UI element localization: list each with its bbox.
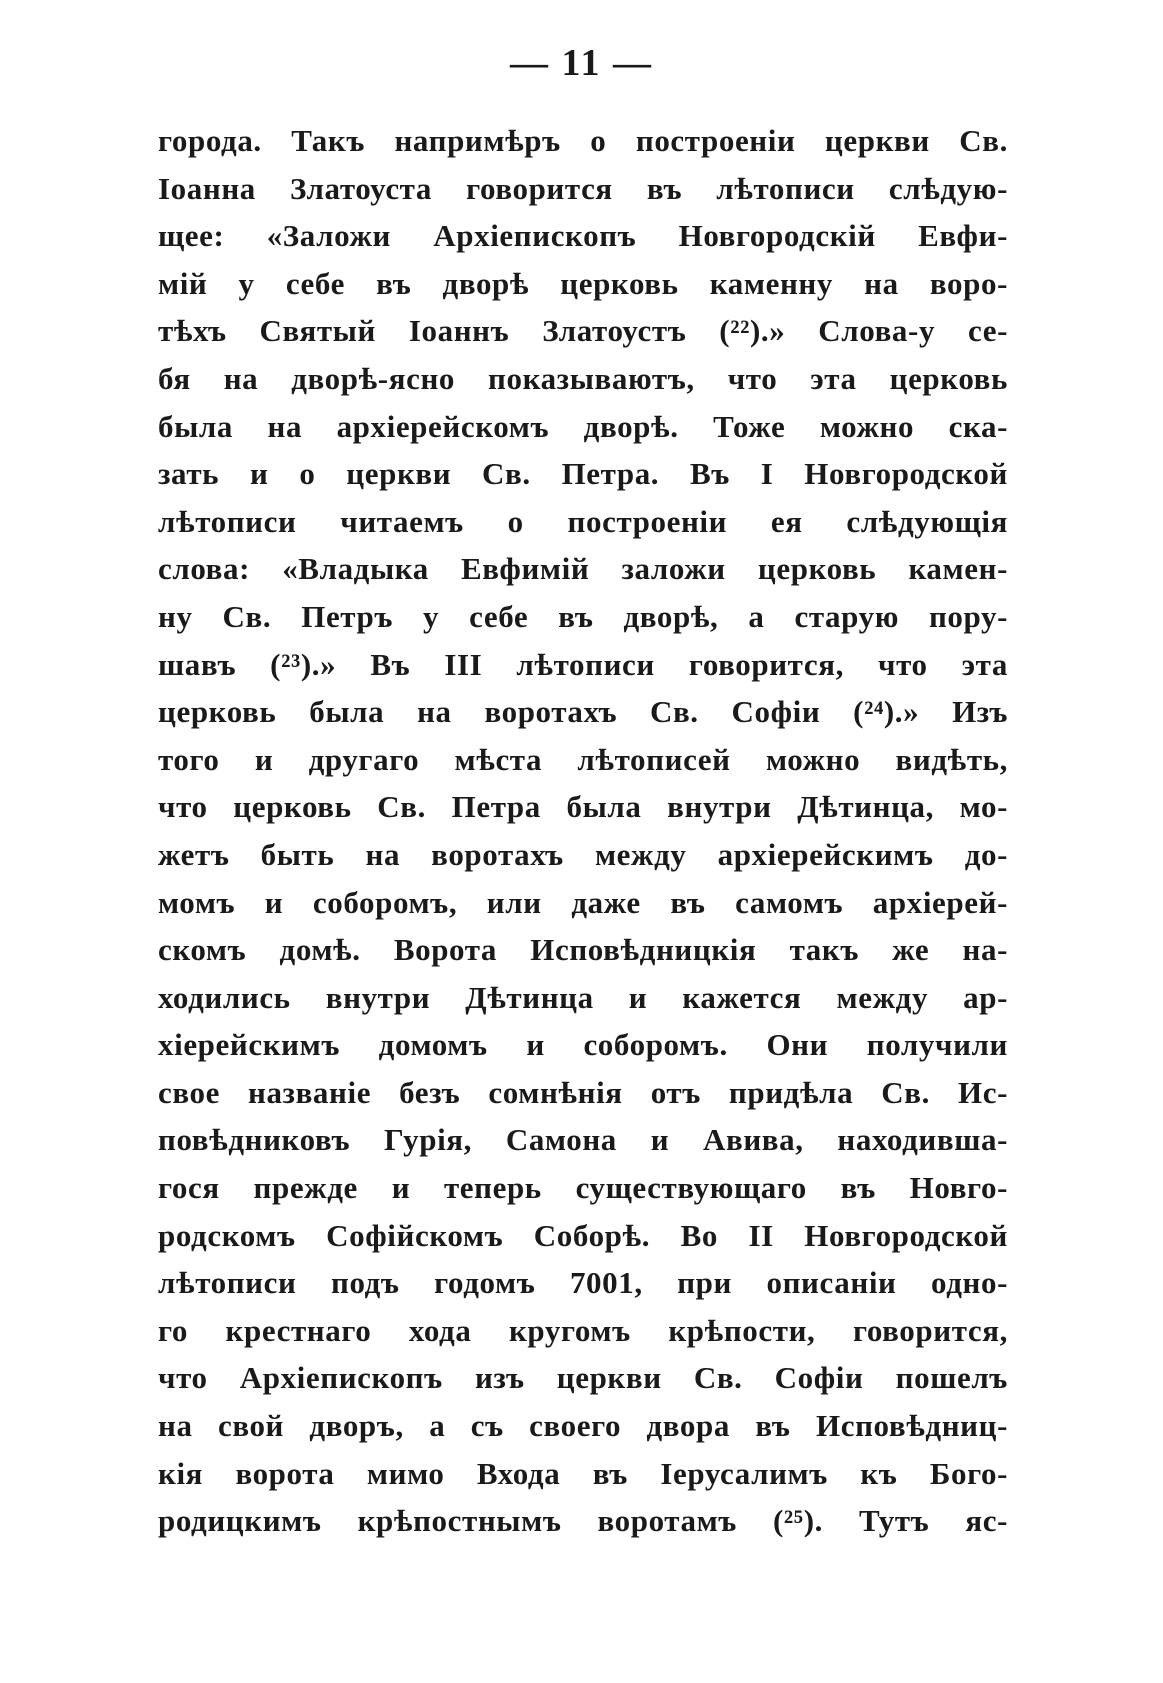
text-line: ходились внутри Дѣтинца и кажется между ар- [158,979,1008,1015]
text-line: зать и о церкви Св. Петра. Въ I Новгородской [158,456,1008,492]
text-line: церковь была на воротахъ Св. Софіи (²⁴).» Изъ [158,694,1008,730]
text-line: мій у себе въ дворѣ церковь каменну на воро- [158,265,1008,301]
text-line: города. Такъ напримѣръ о построеніи церкви Св. [158,123,1008,158]
text-line: хіерейскимъ домомъ и соборомъ. Они получили [158,1027,1008,1063]
text-line: родскомъ Софійскомъ Соборѣ. Во II Новгородской [158,1217,1008,1253]
text-line: того и другаго мѣста лѣтописей можно видѣть, [158,741,1008,777]
text-line: ну Св. Петръ у себе въ дворѣ, а старую пору- [158,598,1008,634]
text-line: что Архіепископъ изъ церкви Св. Софіи пошелъ [158,1360,1008,1396]
text-line: родицкимъ крѣпостнымъ воротамъ (²⁵). Тутъ яс- [158,1503,1008,1539]
text-line: была на архіерейскомъ дворѣ. Тоже можно ска- [158,408,1008,444]
text-line: шавъ (²³).» Въ III лѣтописи говорится, что эта [158,646,1008,682]
text-line: щее: «Заложи Архіепископъ Новгородскій Евфи- [158,218,1008,254]
text-line: скомъ домѣ. Ворота Исповѣдницкія такъ же на- [158,932,1008,968]
page-header [0,38,1163,88]
page-number: — 11 — [510,42,653,84]
text-line: лѣтописи подъ годомъ 7001, при описаніи одно- [158,1265,1008,1301]
text-line: Іоанна Златоуста говорится въ лѣтописи слѣдую- [158,170,1008,206]
text-line: тѣхъ Святый Іоаннъ Златоустъ (²²).» Слова-у се- [158,313,1008,349]
text-line: гося прежде и теперь существующаго въ Новго- [158,1170,1008,1206]
text-line: лѣтописи читаемъ о построеніи ея слѣдующія [158,503,1008,539]
body-text [158,117,1008,1545]
text-line: бя на дворѣ-ясно показываютъ, что эта церковь [158,360,1008,396]
text-line: жетъ быть на воротахъ между архіерейскимъ до- [158,836,1008,872]
text-line: на свой дворъ, а съ своего двора въ Исповѣдниц- [158,1408,1008,1444]
text-line: го крестнаго хода кругомъ крѣпости, говорится, [158,1312,1008,1348]
text-line: слова: «Владыка Евфимій заложи церковь камен- [158,551,1008,587]
text-line: кія ворота мимо Входа въ Іерусалимъ къ Бого- [158,1455,1008,1491]
text-line: момъ и соборомъ, или даже въ самомъ архіерей- [158,884,1008,920]
text-line: повѣдниковъ Гурія, Самона и Авива, находившa- [158,1122,1008,1158]
text-line: что церковь Св. Петра была внутри Дѣтинца, мо- [158,789,1008,825]
text-line: свое названіе безъ сомнѣнія отъ придѣла Св. Ис- [158,1074,1008,1110]
